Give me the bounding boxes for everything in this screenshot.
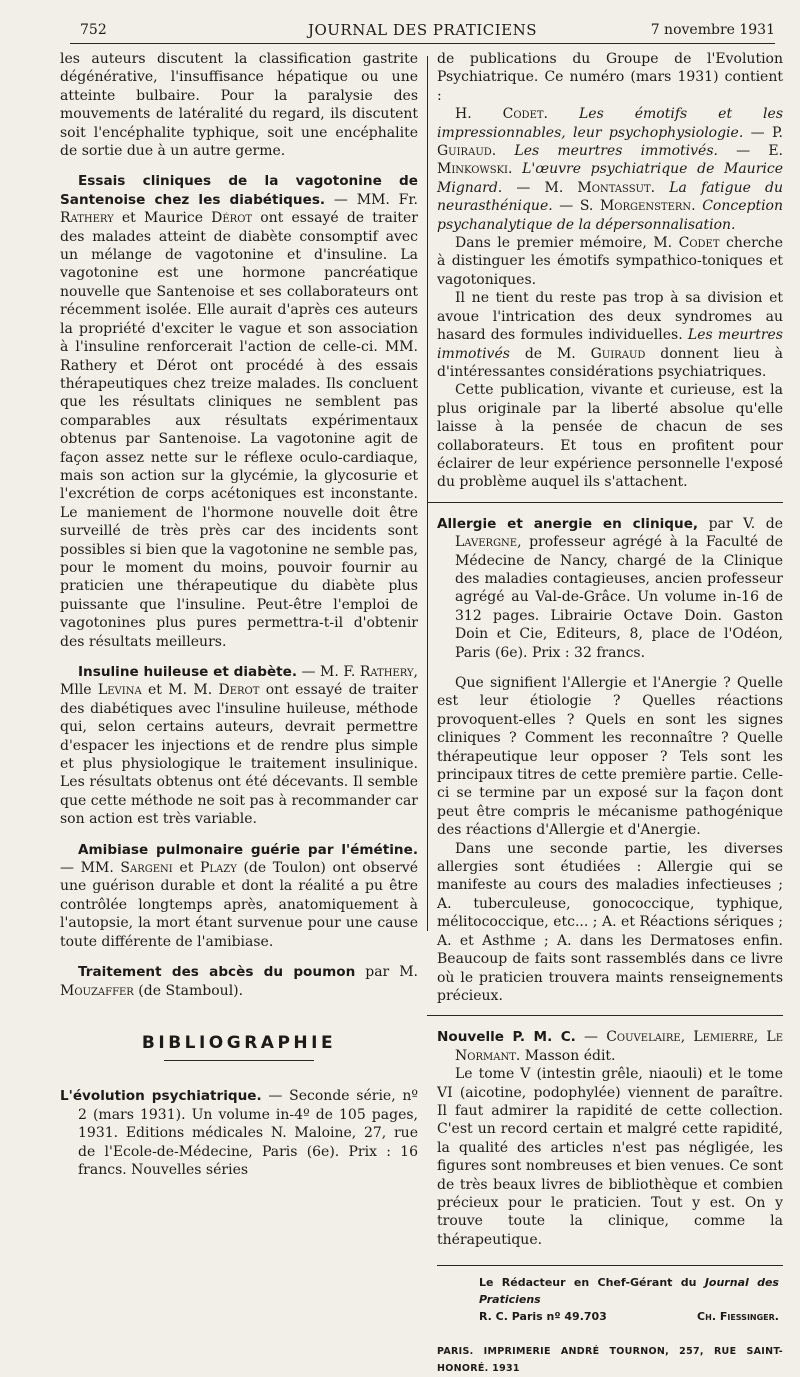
entry-separator — [427, 1015, 783, 1016]
registration-number: R. C. Paris nº 49.703 — [479, 1310, 607, 1324]
author-name: Derot — [218, 682, 260, 699]
article-title: Insuline huileuse et diabète. — [78, 664, 298, 680]
author-name: Levina — [97, 682, 142, 699]
left-column — [60, 50, 418, 1179]
entry-details: , professeur agrégé à la Faculté de Médecine de Nancy, chargé de la Clinique des maladies contagieuses, ancien professeur agrégé au Val-de-Grâce. Un volume in-16 de 312 pages. Librairie Octave Doin. Gaston Doin et Cie, Editeurs, 8, place de l'Odéon, Paris (6e). Prix : 32 francs. — [455, 534, 783, 661]
review-paragraph: Il ne tient du reste pas trop à sa division et avoue l'intrication des deux syndromes au hasard des formules individuelles. Les meurtres immotivés de M. Guiraud donnent lieu à d'intéressantes considérations psychiatriques. — [437, 290, 783, 380]
issue-date: 7 novembre 1931 — [650, 22, 775, 38]
page-number: 752 — [80, 22, 107, 38]
article-amibiase: Amibiase pulmonaire guérie par l'émétine. — MM. Sargeni et Plazy (de Toulon) ont observé une guérison durable et dont la réalité a pu être contrôlée longtemps après, anatomiquement à l'autopsie, la mort étant survenue pour une cause toute différente de l'amibiase. — [60, 841, 418, 950]
author-name: Rathery — [60, 210, 114, 227]
article-body: ont essayé de traiter des diabétiques avec l'insuline huileuse, méthode qui, selon certains auteurs, devrait permettre d'espacer les injections et de rendre plus simple et plus physiologique le traitement insulinique. Les résultats obtenus ont été décevants. Il semble que cette méthode ne soit pas à recommander car son action est très variable. — [60, 682, 418, 828]
article-abces: Traitement des abcès du poumon par M. Mouzaffer (de Stamboul). — [60, 964, 418, 999]
book-title: L'évolution psychiatrique. — [60, 1088, 262, 1105]
biblio-entry-allergie: Allergie et anergie en clinique, par V. de Lavergne, professeur agrégé à la Faculté de Médecine de Nancy, chargé de la Clinique des maladies contagieuses, ancien professeur agrégé au Val-de-Grâce. Un volume in-16 de 312 pages. Librairie Octave Doin. Gaston Doin et Cie, Editeurs, 8, place de l'Odéon, Paris (6e). Prix : 32 francs. — [437, 515, 783, 661]
continuation-paragraph: de publications du Groupe de l'Evolution Psychiatrique. Ce numéro (mars 1931) contient : — [437, 51, 783, 104]
article-body: (de Toulon) ont observé une guérison durable et dont la réalité a pu être contrôlée longtemps après, anatomiquement à l'autopsie, la mort étant survenue pour une cause toute différente de l'amibiase. — [60, 860, 418, 950]
book-title: Nouvelle P. M. C. — [437, 1029, 576, 1046]
review-paragraph: Cette publication, vivante et curieuse, est la plus originale par la liberté absolue qu'elle laisse à la pensée de chacun de ses collaborateurs. Et tous en profitent pour éclairer de leur expérience personnelle l'exposé du problème auquel ils s'attachent. — [437, 382, 783, 491]
author-name: Mouzaffer — [60, 982, 134, 999]
review-paragraph: Le tome V (intestin grêle, niaouli) et le tome VI (aicotine, podophylée) viennent de paraître. Il faut admirer la rapidité de cette collection. C'est un record certain et malgré cette rapidité, la qualité des articles n'est pas négligée, les figures sont nombreuses et bien venues. Ce sont de très beaux livres de bibliothèque et combien précieux pour le praticien. Tout y est. On y trouve toute la clinique, comme la thérapeutique. — [437, 1066, 783, 1248]
imprint-footer — [437, 1265, 783, 1377]
journal-title: JOURNAL DES PRATICIENS — [307, 21, 538, 39]
header-rule — [70, 43, 775, 44]
page-header — [70, 18, 775, 44]
author-name: Couvelaire, Lemierre, Le Normant — [455, 1029, 783, 1064]
book-title: Allergie et anergie en clinique, — [437, 515, 699, 532]
entry-separator — [427, 502, 783, 503]
article-title: Essais cliniques de la vagotonine de Santenoise chez les diabétiques. — [60, 173, 418, 208]
author-name: Plazy — [199, 860, 237, 877]
review-paragraph: Dans le premier mémoire, M. Codet cherche à distinguer les émotifs sympathico-toniques et vagotoniques. — [437, 235, 783, 288]
author-name: Rathery — [359, 664, 414, 680]
article-title: Amibiase pulmonaire guérie par l'émétine. — [78, 841, 418, 858]
author-name: Sargeni — [120, 860, 173, 877]
article-body: (de Stamboul). — [133, 982, 244, 999]
intro-paragraph: les auteurs discutent la classification gastrite dégénérative, l'insuffisance hépatique ou une atteinte bulbaire. Pour la paralysie des mouvements de latéralité du regard, ils discutent soit l'encéphalite typhique, soit une encéphalite de sortie due à un autre germe. — [60, 51, 418, 160]
biblio-entry-pmc: Nouvelle P. M. C. — Couvelaire, Lemierre, Le Normant. Masson édit. — [437, 1029, 783, 1064]
article-insuline: Insuline huileuse et diabète. — M. F. Rathery, Mlle Levina et M. M. Derot ont essayé de traiter des diabétiques avec l'insuline huileuse, méthode qui, selon certains auteurs, devrait permettre d'espacer les injections et de rendre plus simple et plus physiologique le traitement insulinique. Les résultats obtenus ont été décevants. Il semble que cette méthode ne soit pas à recommander car son action est très variable. — [60, 664, 418, 828]
entry-details: — Seconde série, nº 2 (mars 1931). Un volume in-4º de 105 pages, 1931. Editions médicales N. Maloine, 27, rue de l'Ecole-de-Médecine, Paris (6e). Prix : 16 francs. Nouvelles séries — [78, 1088, 418, 1178]
contents-list: H. Codet. Les émotifs et les impressionnables, leur psychophysiologie. — P. Guiraud. Les meurtres immotivés. — E. Minkowski. L'œuvre psychiatrique de Maurice Mignard. — M. Montassut. La fatigue du neurasthénique. — S. Morgenstern. Conception psychanalytique de la dépersonnalisation. — [437, 106, 784, 233]
editor-line: Le Rédacteur en Chef-Gérant du Journal des Praticiens — [479, 1276, 779, 1307]
biblio-entry-evolution — [60, 1087, 418, 1179]
registration-line — [437, 1308, 783, 1325]
review-paragraph: Dans une seconde partie, les diverses allergies sont étudiées : Allergie qui se manifeste au cours des maladies infectieuses ; A. tuberculeuse, gonococcique, typhique, mélitococcique, etc... ; A. et Réactions sériques ; A. et Asthme ; A. dans les Dermatoses enfin. Beaucoup de faits sont rassemblés dans ce livre où le praticien trouvera maints renseignements précieux. — [437, 840, 783, 1004]
article-vagotonine: Essais cliniques de la vagotonine de Santenoise chez les diabétiques. — MM. Fr. Rathery et Maurice Dérot ont essayé de traiter des malades atteint de diabète consomptif avec un mélange de vagotonine et d'insuline. La vagotonine est une hormone pancréatique nouvelle que Santenoise et ses collaborateurs ont récemment isolée. Elle aurait d'après ces auteurs la propriété d'exciter le vague et son association à l'insuline renforcerait l'action de celle-ci. MM. Rathery et Dérot ont procédé à des essais thérapeutiques chez treize malades. Ils concluent que les résultats cliniques ne semblent pas comparables aux résultats expérimentaux obtenus par Santenoise. La vagotonine agit de façon assez nette sur le réflexe oculo-cardiaque, mais son action sur la glycémie, la glycosurie et l'excrétion de corps acétoniques est inconstante. Le maniement de l'hormone nouvelle doit être surveillé de très près car des incidents sont possibles si bien que la vagotonine ne semble pas, pour le moment du moins, pouvoir fournir au praticien une thérapeutique du diabète plus puissante que l'insuline. Peut-être l'emploi de vagotonines plus pures permettra-t-il d'obtenir des résultats meilleurs. — [60, 173, 419, 650]
author-name: Lavergne — [455, 534, 518, 551]
entry-details: . Masson édit. — [515, 1047, 616, 1064]
article-title: Traitement des abcès du poumon — [78, 964, 356, 981]
right-column — [437, 50, 783, 1377]
editor-name: Ch. Fiessinger. — [697, 1310, 779, 1324]
heading-rule — [164, 1060, 314, 1061]
article-body: ont essayé de traiter des malades atteint de diabète consomptif avec un mélange de vagotonine et d'insuline. La vagotonine est une hormone pancréatique nouvelle que Santenoise et ses collaborateurs ont récemment isolée. Elle aurait d'après ces auteurs la propriété d'exciter le vague et son association à l'insuline renforcerait l'action de celle-ci. MM. Rathery et Dérot ont procédé à des essais thérapeutiques chez treize malades. Ils concluent que les résultats cliniques ne semblent pas comparables aux résultats expérimentaux obtenus par Santenoise. La vagotonine agit de façon assez nette sur le réflexe oculo-cardiaque, mais son action sur la glycémie, la glycosurie et l'excrétion de corps acétoniques est inconstante. Le maniement de l'hormone nouvelle doit être surveillé de très près car des incidents sont possibles si bien que la vagotonine ne semble pas, pour le moment du moins, pouvoir fournir au praticien une thérapeutique du diabète plus puissante que l'insuline. Peut-être l'emploi de vagotonines plus pures permettra-t-il d'obtenir des résultats meilleurs. — [60, 210, 418, 650]
column-divider — [427, 56, 428, 931]
review-paragraph: Que signifient l'Allergie et l'Anergie ? Quelle est leur étiologie ? Quelles réactions provoquent-elles ? Quels en sont les signes cliniques ? Comment les reconnaître ? Quelle thérapeutique leur opposer ? Tels sont les principaux titres de cette première partie. Celle-ci se termine par un exposé sur la façon dont peut être compris le mécanisme pathogénique des réactions d'Allergie et d'Anergie. — [437, 675, 783, 839]
section-heading-bibliographie: BIBLIOGRAPHIE — [141, 1032, 337, 1053]
author-name: Dérot — [211, 210, 253, 227]
printer-line: PARIS. IMPRIMERIE ANDRÉ TOURNON, 257, RUE SAINT-HONORÉ. 1931 — [437, 1346, 783, 1375]
